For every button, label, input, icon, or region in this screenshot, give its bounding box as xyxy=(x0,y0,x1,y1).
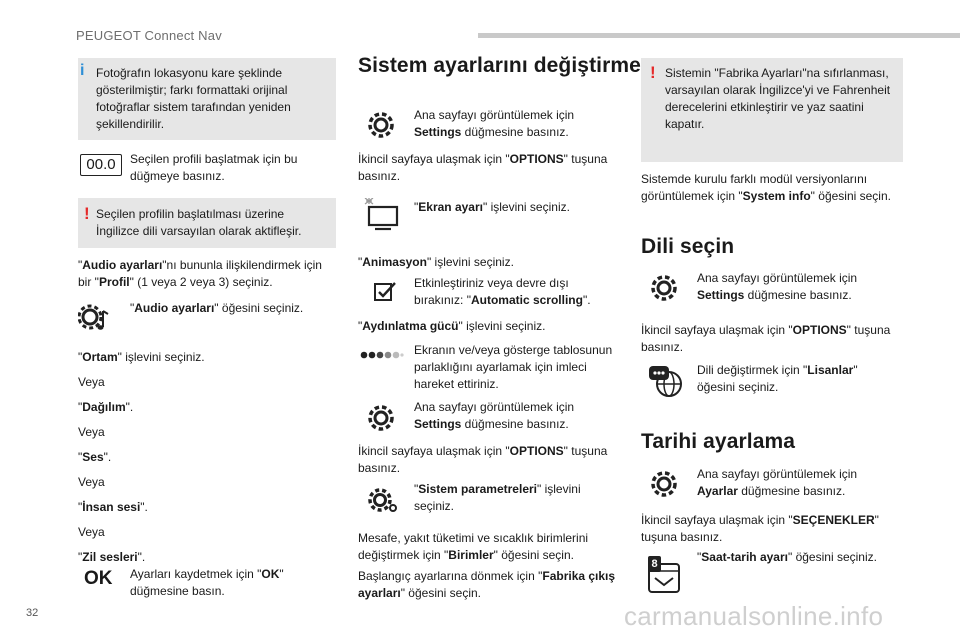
ok-step-text: Ayarları kaydetmek için "OK" düğmesine basın. xyxy=(130,567,284,598)
music-gear-icon xyxy=(78,303,110,333)
options-paragraph-2: İkincil sayfaya ulaşmak için "OPTIONS" tuşuna basınız. xyxy=(358,444,608,475)
audio-intro-paragraph: "Audio ayarları"nı bununla ilişkilendirmek için bir "Profil" (1 veya 2 veya 3) seçiniz. xyxy=(78,258,322,289)
watermark: carmanualsonline.info xyxy=(624,601,884,631)
gear-icon xyxy=(650,274,678,302)
info-note-text: Fotoğrafın lokasyonu kare şeklinde gösterilmiştir; farkı formattaki orijinal fotoğraflar sistem tarafından yeniden şekillendirilir. xyxy=(96,66,291,131)
step-number-badge: 8 xyxy=(648,556,661,572)
brightness-paragraph: "Aydınlatma gücü" işlevini seçiniz. xyxy=(358,319,546,333)
system-params-step-text: "Sistem parametreleri" işlevini seçiniz. xyxy=(414,482,581,513)
date-settings-step-text: Ana sayfayı görüntülemek için Ayarlar düğmesine basınız. xyxy=(697,467,858,498)
factory-warning-text: Sistemin "Fabrika Ayarları"na sıfırlanması, varsayılan olarak İngilizce'yi ve Fahrenheit derecelerini etkinleştirir ve yaz saatini kapatır. xyxy=(665,66,891,131)
page-number: 32 xyxy=(26,607,39,619)
brightness-dots-icon xyxy=(360,350,404,360)
gear-settings-icon xyxy=(367,487,399,515)
gear-icon xyxy=(650,470,678,498)
datetime-step-text: "Saat-tarih ayarı" öğesini seçiniz. xyxy=(697,550,877,564)
section-heading-language: Dili seçin xyxy=(641,235,735,258)
option-dagilim: "Dağılım". xyxy=(78,400,134,414)
option-ortam: "Ortam" işlevini seçiniz. xyxy=(78,350,205,364)
option-zil-sesleri: "Zil sesleri". xyxy=(78,550,146,564)
languages-step-text: Dili değiştirmek için "Lisanlar" öğesini seçiniz. xyxy=(697,363,858,394)
language-icon xyxy=(648,364,684,400)
factory-reset-paragraph: Başlangıç ayarlarına dönmek için "Fabrika çıkış ayarları" öğesini seçin. xyxy=(358,569,616,600)
lang-options-paragraph: İkincil sayfaya ulaşmak için "OPTIONS" tuşuna basınız. xyxy=(641,323,891,354)
option-ses: "Ses". xyxy=(78,450,112,464)
screen-icon xyxy=(362,198,400,232)
warning-note-text: Seçilen profilin başlatılması üzerine İngilizce dili varsayılan olarak aktifleşir. xyxy=(96,207,302,238)
options-paragraph: İkincil sayfaya ulaşmak için "OPTIONS" tuşuna basınız. xyxy=(358,152,608,183)
or-text: Veya xyxy=(78,475,105,489)
ok-icon: OK xyxy=(84,568,113,589)
settings-step-text: Ana sayfayı görüntülemek için Settings düğmesine basınız. xyxy=(414,108,575,139)
profile-step-text: Seçilen profili başlatmak için bu düğmeye basınız. xyxy=(130,152,298,183)
units-paragraph: Mesafe, yakıt tüketimi ve sıcaklık birimlerini değiştirmek için "Birimler" öğesini seçin. xyxy=(358,531,589,562)
or-text: Veya xyxy=(78,425,105,439)
header-divider xyxy=(478,33,960,38)
autoscroll-step-text: Etkinleştiriniz veya devre dışı bırakınız: "Automatic scrolling". xyxy=(414,276,591,307)
warning-icon: ! xyxy=(650,63,656,82)
or-text: Veya xyxy=(78,525,105,539)
header-title: PEUGEOT Connect Nav xyxy=(76,28,222,43)
checkbox-icon xyxy=(373,280,397,302)
profile-time-icon: 00.0 xyxy=(80,154,122,176)
animation-paragraph: "Animasyon" işlevini seçiniz. xyxy=(358,255,514,269)
brightness-step-text: Ekranın ve/veya gösterge tablosunun parlaklığını ayarlamak için imleci hareket ettiriniz. xyxy=(414,343,613,391)
section-heading-system-settings: Sistem ayarlarını değiştirme xyxy=(358,54,641,77)
lang-settings-step-text: Ana sayfayı görüntülemek için Settings düğmesine basınız. xyxy=(697,271,858,302)
screen-step-text: "Ekran ayarı" işlevini seçiniz. xyxy=(414,200,570,214)
system-info-paragraph: Sistemde kurulu farklı modül versiyonlarını görüntülemek için "System info" öğesini seçin. xyxy=(641,172,891,203)
section-heading-date: Tarihi ayarlama xyxy=(641,430,796,453)
date-options-paragraph: İkincil sayfaya ulaşmak için "SEÇENEKLER" tuşuna basınız. xyxy=(641,513,879,544)
warning-icon: ! xyxy=(84,204,90,223)
audio-step-text: "Audio ayarları" öğesini seçiniz. xyxy=(130,301,304,315)
gear-icon xyxy=(367,404,395,432)
or-text: Veya xyxy=(78,375,105,389)
gear-icon xyxy=(367,111,395,139)
settings-step-text-2: Ana sayfayı görüntülemek için Settings düğmesine basınız. xyxy=(414,400,575,431)
info-icon: i xyxy=(80,62,85,79)
option-insan-sesi: "İnsan sesi". xyxy=(78,500,148,514)
